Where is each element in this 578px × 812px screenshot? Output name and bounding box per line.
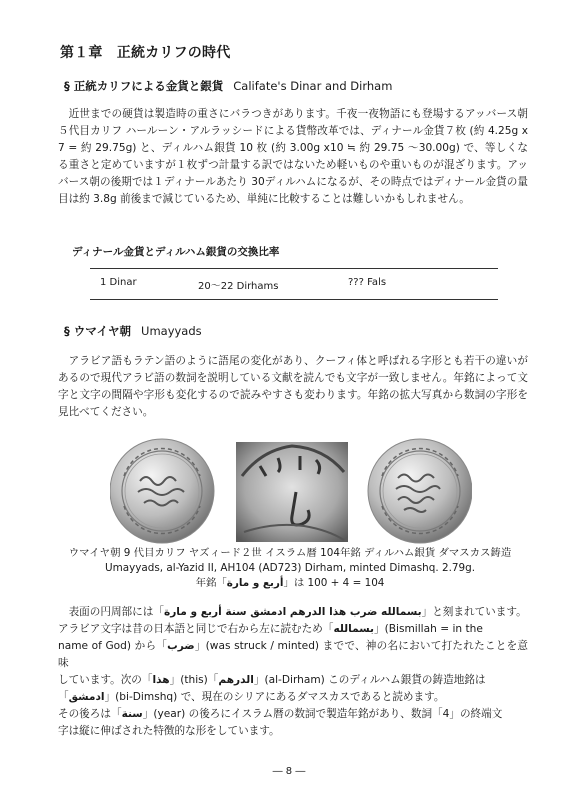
caption-line-year: 年銘「أربع و مارة」は 100 + 4 = 104 xyxy=(195,577,385,589)
arabic-text: الدرهم xyxy=(218,674,254,686)
text-line: アラビア文字は昔の日本語と同じで右から左に読むため「بسمالله」(Bismillah = in the xyxy=(58,623,483,635)
caption-line-ja: ウマイヤ朝 9 代目カリフ ヤズィード２世 イスラム暦 104年銘 ディルハム銀貨 ダマスカス鋳造 xyxy=(68,547,512,559)
table-cell-fals: ??? Fals xyxy=(348,277,387,288)
page-number: ― 8 ― xyxy=(272,766,306,777)
section-title-en: Califate's Dinar and Dirham xyxy=(233,79,393,93)
table-cell-dinar: 1 Dinar xyxy=(100,277,137,288)
chapter-title: 第１章 正統カリフの時代 xyxy=(60,45,231,61)
coin-obverse-image xyxy=(110,439,214,543)
paragraph-inscription xyxy=(58,604,528,740)
section-title: § 正統カリフによる金貨と銀貨 xyxy=(64,79,224,93)
text-line: 「ادمشق」(bi-Dimshq) で、現在のシリアにあるダマスカスであると読めます。 xyxy=(58,691,445,703)
section-heading-califate xyxy=(64,78,392,94)
coin-reverse-image xyxy=(368,439,472,543)
arabic-text: ضرب xyxy=(167,640,195,652)
arabic-text: سنة xyxy=(121,708,143,720)
caption-line-en: Umayyads, al-Yazid II, AH104 (AD723) Dirham, minted Dimashq. 2.79g. xyxy=(104,562,476,574)
text-line: name of God) から「ضرب」(was struck / minted) までで、神の名において打たれたことを意味 xyxy=(58,640,528,669)
paragraph-text: 近世までの硬貨は製造時の重さにバラつきがあります。千夜一夜物語にも登場するアッバース朝５代目カリフ ハールーン・アルラッシードによる貨幣改革では、ディナール金貨７枚 (約 4.25g x 7 = 約 29.75g) と、ディルハム銀貨 10 枚 (約 3.00g x10 ≒ 約 29.75 ～30.00g) で、等しくなる重さと定めていますが１枚ずつ計量する訳ではないため軽いものや重いものが混ざります。アッバース朝の後期では１ディナールあたり 30ディルハムになるが、その時点ではディナール金貨の量目は約 3.8g 前後まで減じているため、単純に比較することは難しいかもしれません。 xyxy=(58,108,528,205)
arabic-text: أربع و مارة xyxy=(226,577,284,589)
table-title: ディナール金貨とディルハム銀貨の交換比率 xyxy=(72,246,280,258)
section-title: § ウマイヤ朝 xyxy=(64,324,132,338)
exchange-rate-table xyxy=(90,268,498,300)
coin-detail-image xyxy=(236,442,348,542)
coin-photographs xyxy=(110,436,472,546)
text-line: 表面の円周部には「بسمالله ضرب هذا الدرهم ادمشق سنة أربع و مارة」と刻まれています。 xyxy=(68,606,527,618)
arabic-text: ادمشق xyxy=(68,691,105,703)
paragraph-text: アラビア語もラテン語のように語尾の変化があり、クーフィ体と呼ばれる字形とも若干の違いがあるので現代アラビ語の数詞を説明している文献を読んでも文字が一致しません。年銘によって文字と文字の間隔や字形も変化するので読みやすさも変わります。年銘の拡大写真から数詞の字形を見比べてください。 xyxy=(58,355,528,418)
coin-caption xyxy=(60,546,520,591)
table-cell-dirham: 20～22 Dirhams xyxy=(198,281,279,292)
arabic-text: بسمالله xyxy=(333,623,375,635)
section-heading-umayyads xyxy=(64,323,202,339)
text-line: その後ろは「سنة」(year) の後ろにイスラム暦の数詞で製造年銘があり、数詞「4」の終端文 xyxy=(58,708,503,720)
arabic-text: بسمالله ضرب هذا الدرهم ادمشق سنة أربع و مارة xyxy=(163,606,422,618)
section-title-en: Umayyads xyxy=(141,324,202,338)
paragraph-arabic-numerals xyxy=(58,353,528,421)
text-line: 字は縦に伸ばされた特徴的な形をしています。 xyxy=(58,725,280,737)
arabic-text: هذا xyxy=(152,674,170,686)
text-line: しています。次の「هذا」(this)「الدرهم」(al-Dirham) このディルハム銀貨の鋳造地銘は xyxy=(58,674,486,686)
paragraph-coin-weights xyxy=(58,106,528,208)
